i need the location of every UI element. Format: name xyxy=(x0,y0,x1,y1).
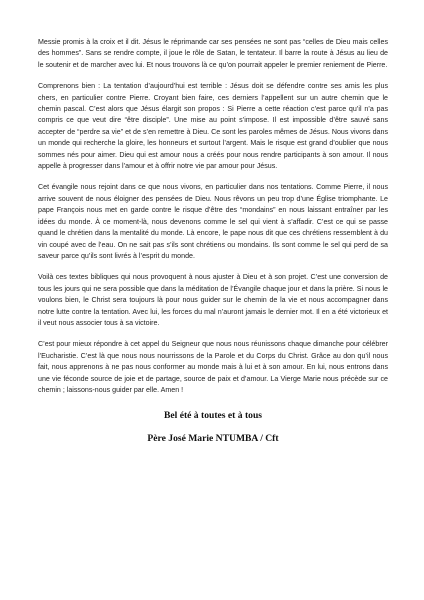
author-signature: Père José Marie NTUMBA / Cft xyxy=(147,432,279,444)
paragraph-tentation: Comprenons bien : La tentation d’aujourd’hui est terrible : Jésus doit se défendre contre ses amis les plus chers, en particulier contre Pierre. Croyant bien faire, ces derniers l’appellent sur un autre chemin que le chemin pascal. C’est alors que Jésus élargit son propos : Si Pierre a cette réaction c’est parce qu’il n’a pas compris ce que veut dire “être disciple”. Une mise au point s’impose. Il est impossible d’être sauvé sans accepter de “perdre sa vie” et de s’en remettre à Dieu. Ce sont les paroles mêmes de Jésus. Nous vivons dans un monde qui recherche la gloire, les honneurs et surtout l’argent. Mais le risque est grand d’oublier que nous sommes nés pour aimer. Dieu qui est amour nous a créés pour nous rendre participants à son amour. Il nous appelle à progresser dans l’amour et à offrir notre vie par amour pour Jésus. xyxy=(38,82,388,171)
closing-greeting: Bel été à toutes et à tous xyxy=(163,410,263,422)
paragraph-reniement: Messie promis à la croix et il dit. Jésus le réprimande car ses pensées ne sont pas “celles de Dieu mais celles des hommes”. Sans se rendre compte, il joue le rôle de Satan, le tentateur. Il barre la route à Jésus au lieu de le soutenir et de marcher avec lui. Et nous trouvons là ce qu’on pourrait appeler le premier reniement de Pierre. xyxy=(38,38,388,69)
paragraph-eucharistie: C’est pour mieux répondre à cet appel du Seigneur que nous nous réunissons chaque dimanche pour célébrer l’Eucharistie. C’est là que nous nous nourrissons de la Parole et du Corps du Christ. Grâce au don qu’il nous fait, nous apprenons à ne pas nous conformer au monde mais à lui et à son amour. En lui, nous entrons dans une vie féconde source de joie et de partage, source de paix et d’amour. La Vierge Marie nous précède sur ce chemin ; laissons-nous guider par elle. Amen ! xyxy=(38,340,388,394)
paragraph-evangile: Cet évangile nous rejoint dans ce que nous vivons, en particulier dans nos tentations. Comme Pierre, il nous arrive souvent de nous éloigner des pensées de Dieu. Nous rêvons un peu trop d’une Église triomphante. Le pape François nous met en garde contre le risque d’être des “mondains” en nous laissant entraîner par les idées du monde. À ce moment-là, nous devenons comme le sel qui vient à s’affadir. C’est ce qui se passe quand le chrétien dans la mentalité du monde. Là encore, le pape nous dit que ces chrétiens ressemblent à du vin coupé avec de l’eau. On ne sait pas s’ils sont chrétiens ou mondains. Ils sont comme le sel qui perd de sa saveur parce qu’ils sont livrés à l’esprit du monde. xyxy=(38,183,388,260)
document-body xyxy=(38,37,388,444)
paragraph-conversion: Voilà ces textes bibliques qui nous provoquent à nous ajuster à Dieu et à son projet. C’est une conversion de tous les jours qui ne sera possible que dans la méditation de l’Évangile chaque jour et dans la prière. Si nous le voulons bien, le Christ sera toujours là pour nous guider sur le chemin de la vie et nous accompagner dans notre lutte contre la tentation. Avec lui, les forces du mal n’auront jamais le dernier mot. Il en a été victorieux et il veut nous associer tous à sa victoire. xyxy=(38,273,388,327)
